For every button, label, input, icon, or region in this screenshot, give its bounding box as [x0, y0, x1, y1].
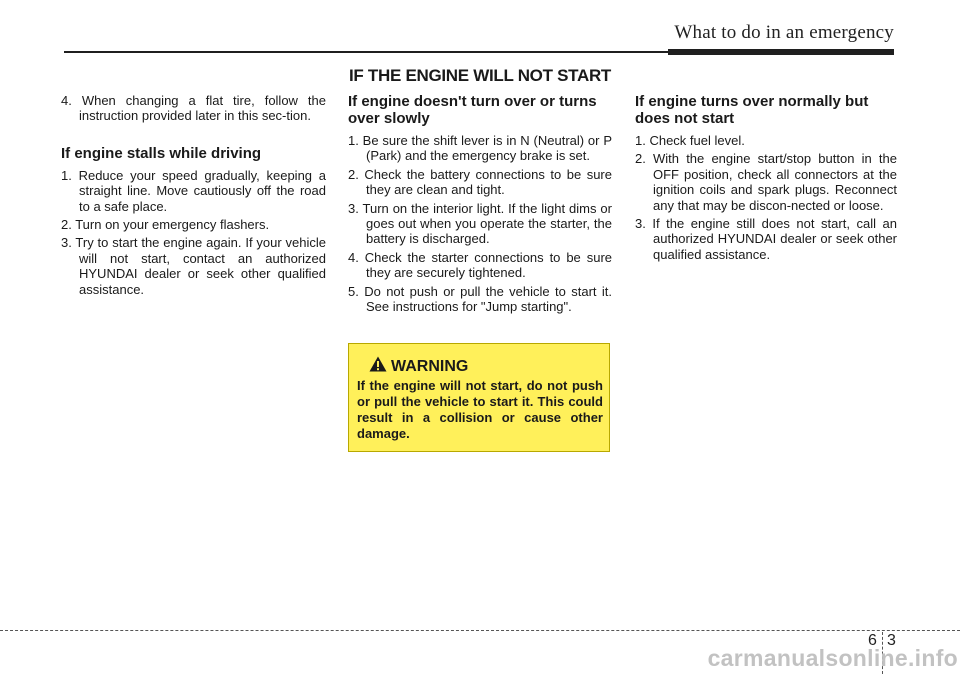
- list-item: 1. Check fuel level.: [635, 133, 745, 148]
- header-rule-accent: [668, 49, 894, 55]
- warning-header: [369, 356, 468, 377]
- chapter-number: 6: [868, 632, 877, 649]
- list-item: 5. Do not push or pull the vehicle to start it. See instructions for "Jump starting".: [348, 283, 612, 315]
- list-item: 3. If the engine still does not start, call an authorized HYUNDAI dealer or seek other qualified assistance.: [635, 216, 897, 262]
- warning-box: [348, 343, 610, 452]
- chapter-title: What to do in an emergency: [674, 22, 894, 43]
- intro-step: 4. When changing a flat tire, follow the instruction provided later in this sec-tion.: [61, 93, 326, 124]
- column-left: [61, 93, 326, 300]
- list-item: 2. Turn on your emergency flashers.: [61, 217, 270, 233]
- list-item: 4. Check the starter connections to be sure they are securely tightened.: [348, 249, 612, 281]
- header-rule: [64, 51, 668, 53]
- section-title: IF THE ENGINE WILL NOT START: [348, 66, 611, 85]
- warning-label: WARNING: [391, 357, 469, 375]
- list-item: 3. Turn on the interior light. If the light dims or goes out when you operate the starter, the battery is discharged.: [348, 200, 612, 247]
- list-item: 2. With the engine start/stop button in the OFF position, check all connectors at the ignition coils and spark plugs. Reconnect any that may be discon-nected or loose.: [635, 151, 897, 213]
- list-item: 1. Reduce your speed gradually, keeping a straight line. Move cautiously off the road to a safe place.: [61, 167, 326, 214]
- list-item: 3. Try to start the engine again. If your vehicle will not start, contact an authorized HYUNDAI dealer or seek other qualified assistance.: [61, 235, 326, 297]
- page-number: 3: [887, 632, 896, 649]
- watermark: carmanualsonline.info: [707, 645, 958, 671]
- column-middle: [348, 93, 612, 317]
- footer-rule: [0, 630, 960, 631]
- list-item: 2. Check the battery connections to be sure they are clean and tight.: [348, 166, 612, 198]
- warning-triangle-icon: [369, 356, 387, 377]
- heading-engine-no-start: If engine turns over normally but does not start: [635, 93, 869, 127]
- heading-engine-stalls: If engine stalls while driving: [61, 144, 262, 162]
- list-item: 1. Be sure the shift lever is in N (Neutral) or P (Park) and the emergency brake is set.: [348, 133, 612, 164]
- warning-text: If the engine will not start, do not push or pull the vehicle to start it. This could result in a collision or cause other damage.: [357, 378, 603, 441]
- column-right: [635, 93, 897, 265]
- heading-engine-no-turn: If engine doesn't turn over or turns over slowly: [348, 93, 597, 127]
